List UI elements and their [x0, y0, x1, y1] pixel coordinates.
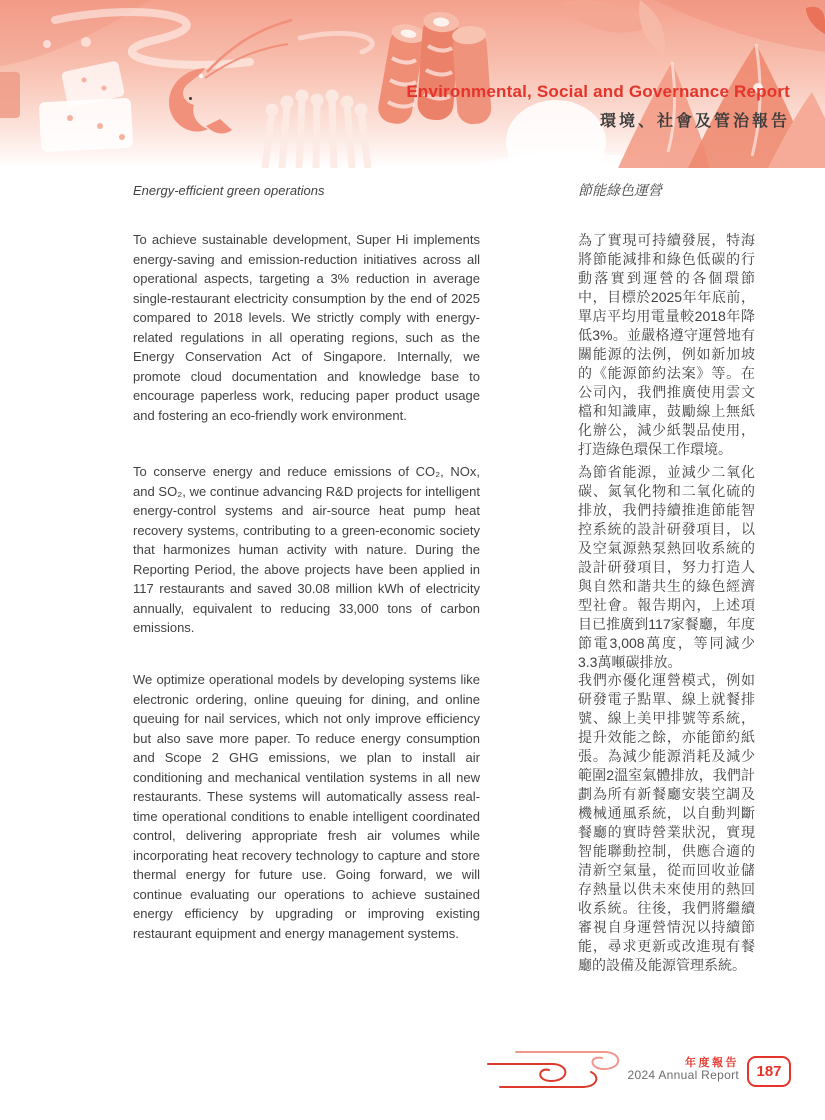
ink-dot-decoration [189, 97, 192, 100]
report-title-en: Environmental, Social and Governance Report [406, 82, 790, 101]
footer-report-title-zh: 年度報告 [685, 1057, 739, 1069]
page-header [0, 0, 825, 168]
bubble-decoration [43, 40, 51, 48]
paragraph-en-2: To conserve energy and reduce emissions of CO₂, NOx, and SO₂, we continue advancing R&D projects for intelligent energy-control systems and air-source heat pump heat recovery systems, contributing to a green-economic society that harmonizes human activity with nature. During the Reporting Period, the above projects have been applied in 117 restaurants and saved 30.08 million kWh of electricity annually, equivalent to reducing 33,000 tons of carbon emissions. [133, 464, 480, 635]
paragraph-en-1: To achieve sustainable development, Super Hi implements energy-saving and emission-reduction initiatives across all operational aspects, targeting a 3% reduction in average single-restaurant electricity consumption by the end of 2025 compared to 2018 levels. We strictly comply with energy-related regulations in all operating regions, such as the Energy Conservation Act of Singapore. Internally, we promote cloud documentation and knowledge base to encourage paperless work, reducing paper product usage and fostering an eco-friendly work environment. [133, 232, 480, 423]
section-heading-en: Energy-efficient green operations [133, 183, 325, 198]
report-titles [406, 82, 790, 131]
section-heading-zh: 節能綠色運營 [578, 182, 662, 198]
paragraph-zh-1: 為了實現可持續發展，特海將節能減排和綠色低碳的行動落實到運營的各個環節中，目標於2025年年底前，單店平均用電量較2018年降低3%。並嚴格遵守運營地有關能源的法例，例如新加坡的《能源節約法案》等。在公司內，我們推廣使用雲文檔和知識庫，鼓勵線上無紙化辦公，減少紙製品使用，打造綠色環保工作環境。 [578, 232, 755, 457]
page-number-badge: 187 [747, 1056, 791, 1087]
cloud-swirl-icon [486, 1040, 651, 1094]
paragraph-zh-3: 我們亦優化運營模式，例如研發電子點單、線上就餐排號、線上美甲排號等系統，提升效能之餘，亦能節約紙張。為減少能源消耗及減少範圍2溫室氣體排放，我們計劃為所有新餐廳安裝空調及機械通風系統，以自動判斷餐廳的實時營業狀況，實現智能聯動控制，供應合適的清新空氣量，從而回收並儲存熱量以供未來使用的熱回收系統。往後，我們將繼續審視自身運營情況以持續節能，尋求更新或改進現有餐廳的設備及能源管理系統。 [578, 672, 755, 973]
paragraph-zh-2: 為節省能源，並減少二氧化碳、氮氧化物和二氧化硫的排放，我們持續推進節能智控系統的設計研發項目，以及空氣源熱泵熱回收系統的設計研發項目，努力打造人與自然和諧共生的綠色經濟型社會。報告期內，上述項目已推廣到117家餐廳，年度節電3,008萬度，等同減少3.3萬噸碳排放。 [578, 464, 755, 670]
footer-report-title-en: 2024 Annual Report [627, 1068, 739, 1082]
paragraph-en-3: We optimize operational models by developing systems like electronic ordering, online queuing for dining, and online queuing for nail services, which not only improve efficiency but also save more paper. To reduce energy consumption and Scope 2 GHG emissions, we plan to install air conditioning and mechanical ventilation systems in all new restaurants. These systems will automatically assess real-time operational conditions to enable intelligent coordinated control, delivering appropriate fresh air volumes while incorporating heat recovery technology to capture and store thermal energy for future use. Going forward, we will continue evaluating our operations to achieve sustained energy efficiency by upgrading or improving existing restaurant equipment and energy management systems. [133, 672, 480, 941]
report-title-zh: 環境、社會及管治報告 [599, 113, 790, 130]
